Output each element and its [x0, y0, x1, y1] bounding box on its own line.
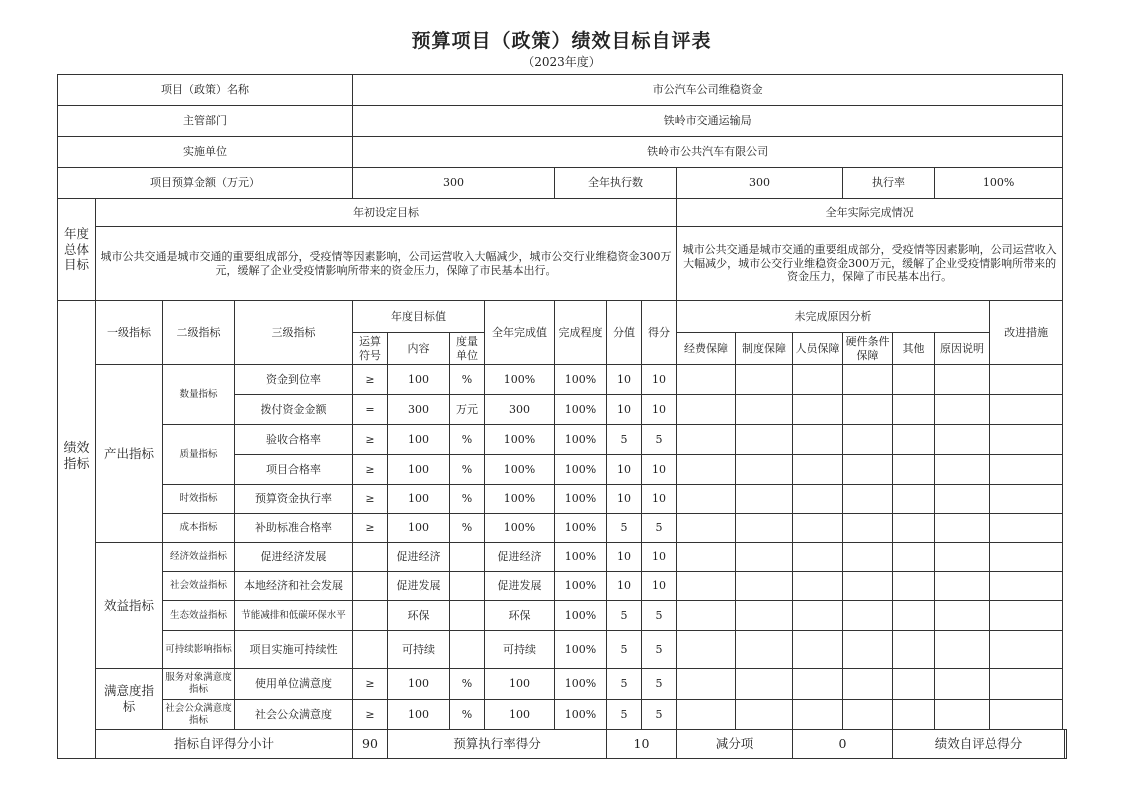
goals-text-row: [58, 227, 1067, 301]
indicator-name: 预算资金执行率: [235, 485, 353, 514]
empty-cell: [843, 395, 893, 425]
indicator-row: [58, 543, 1067, 572]
indicator-content: 100: [388, 514, 450, 543]
actual-completion-label: 全年实际完成情况: [677, 199, 1063, 227]
indicator-row: [58, 514, 1067, 543]
execution-rate-value: 100%: [935, 168, 1063, 199]
indicator-header-row-1: [58, 301, 1067, 333]
empty-cell: [935, 425, 990, 455]
header-reason-staff: 人员保障: [793, 333, 843, 365]
indicator-unit: [450, 601, 485, 631]
project-name-label: 项目（政策）名称: [58, 75, 353, 106]
empty-cell: [677, 365, 736, 395]
execution-rate-label: 执行率: [843, 168, 935, 199]
actual-completion-text: 城市公共交通是城市交通的重要组成部分，受疫情等因素影响，公司运营收入大幅减少，城市公交行业维稳资金300万元，缓解了企业受疫情影响所带来的资金压力，保障了市民基本出行。: [677, 227, 1063, 301]
empty-cell: [935, 514, 990, 543]
indicator-weight: 5: [607, 631, 642, 669]
indicator-unit: %: [450, 514, 485, 543]
indicator-actual: 促进经济: [485, 543, 555, 572]
subtotal-label: 指标自评得分小计: [96, 730, 353, 759]
header-reason-other: 其他: [893, 333, 935, 365]
empty-cell: [935, 543, 990, 572]
deduction-label: 减分项: [677, 730, 793, 759]
indicator-actual: 环保: [485, 601, 555, 631]
indicator-operator: [353, 631, 388, 669]
empty-cell: [736, 631, 793, 669]
empty-cell: [843, 631, 893, 669]
indicator-weight: 5: [607, 700, 642, 730]
header-level1: 一级指标: [96, 301, 163, 365]
indicator-completion: 100%: [555, 631, 607, 669]
indicator-actual: 促进发展: [485, 572, 555, 601]
header-level2: 二级指标: [163, 301, 235, 365]
empty-cell: [736, 425, 793, 455]
empty-cell: [893, 543, 935, 572]
page-subtitle: （2023年度）: [522, 55, 601, 69]
header-reason-fund: 经费保障: [677, 333, 736, 365]
department-row: [58, 106, 1067, 137]
empty-cell: [793, 514, 843, 543]
implementing-unit-label: 实施单位: [58, 137, 353, 168]
empty-cell: [677, 601, 736, 631]
indicator-actual: 100%: [485, 365, 555, 395]
page-title: 预算项目（政策）绩效目标自评表: [411, 30, 712, 52]
indicator-operator: ≥: [353, 425, 388, 455]
header-score: 得分: [642, 301, 677, 365]
level1-output: 产出指标: [96, 365, 163, 543]
header-content: 内容: [388, 333, 450, 365]
empty-cell: [736, 455, 793, 485]
indicator-completion: 100%: [555, 485, 607, 514]
indicator-actual: 100%: [485, 455, 555, 485]
indicator-row: [58, 485, 1067, 514]
evaluation-form-table: [57, 74, 1067, 759]
empty-cell: [935, 700, 990, 730]
empty-cell: [793, 455, 843, 485]
empty-cell: [893, 669, 935, 700]
indicator-score: 10: [642, 455, 677, 485]
indicator-actual: 100%: [485, 425, 555, 455]
indicator-row: [58, 700, 1067, 730]
empty-cell: [677, 395, 736, 425]
budget-row: [58, 168, 1067, 199]
empty-cell: [736, 395, 793, 425]
project-name-row: [58, 75, 1067, 106]
indicator-score: 5: [642, 425, 677, 455]
empty-cell: [793, 543, 843, 572]
empty-cell: [736, 365, 793, 395]
indicator-name: 项目实施可持续性: [235, 631, 353, 669]
empty-cell: [935, 395, 990, 425]
total-score-label: 绩效自评总得分: [893, 730, 1065, 759]
header-weight: 分值: [607, 301, 642, 365]
indicator-row: [58, 669, 1067, 700]
indicator-name: 验收合格率: [235, 425, 353, 455]
indicator-content: 100: [388, 485, 450, 514]
empty-cell: [893, 425, 935, 455]
indicator-content: 100: [388, 365, 450, 395]
indicator-actual: 100: [485, 700, 555, 730]
indicator-score: 10: [642, 543, 677, 572]
level2-sustain: 可持续影响指标: [163, 631, 235, 669]
empty-cell: [843, 455, 893, 485]
empty-cell: [893, 365, 935, 395]
indicator-operator: ≥: [353, 514, 388, 543]
level2-quantity: 数量指标: [163, 365, 235, 425]
empty-cell: [677, 543, 736, 572]
empty-cell: [677, 485, 736, 514]
subtotal-value: 90: [353, 730, 388, 759]
level2-quality: 质量指标: [163, 425, 235, 485]
indicator-completion: 100%: [555, 572, 607, 601]
implementing-unit-row: [58, 137, 1067, 168]
empty-cell: [736, 485, 793, 514]
performance-indicators-section-label: 绩效指标: [58, 301, 96, 759]
indicator-completion: 100%: [555, 700, 607, 730]
indicator-score: 10: [642, 395, 677, 425]
empty-cell: [990, 395, 1063, 425]
empty-cell: [935, 572, 990, 601]
indicator-operator: ≥: [353, 485, 388, 514]
empty-cell: [990, 485, 1063, 514]
level1-benefit: 效益指标: [96, 543, 163, 669]
empty-cell: [843, 572, 893, 601]
indicator-operator: ≥: [353, 700, 388, 730]
indicator-completion: 100%: [555, 395, 607, 425]
level2-eco: 生态效益指标: [163, 601, 235, 631]
indicator-operator: [353, 572, 388, 601]
empty-cell: [677, 455, 736, 485]
annual-execution-label: 全年执行数: [555, 168, 677, 199]
empty-cell: [990, 365, 1063, 395]
empty-cell: [793, 669, 843, 700]
empty-cell: [990, 543, 1063, 572]
level2-economic: 经济效益指标: [163, 543, 235, 572]
indicator-actual: 100: [485, 669, 555, 700]
initial-goal-label: 年初设定目标: [96, 199, 677, 227]
indicator-content: 可持续: [388, 631, 450, 669]
annual-goal-section-label: 年度总体目标: [58, 199, 96, 301]
empty-cell: [843, 700, 893, 730]
empty-cell: [893, 514, 935, 543]
empty-cell: [736, 543, 793, 572]
indicator-unit: %: [450, 700, 485, 730]
indicator-name: 使用单位满意度: [235, 669, 353, 700]
indicator-row: [58, 631, 1067, 669]
empty-cell: [793, 485, 843, 514]
empty-cell: [736, 700, 793, 730]
header-reason-explain: 原因说明: [935, 333, 990, 365]
empty-cell: [843, 669, 893, 700]
empty-cell: [990, 455, 1063, 485]
empty-cell: [843, 543, 893, 572]
indicator-name: 促进经济发展: [235, 543, 353, 572]
level1-satisfaction: 满意度指标: [96, 669, 163, 730]
score-summary-row: [58, 730, 1067, 759]
empty-cell: [893, 631, 935, 669]
header-reason-analysis: 未完成原因分析: [677, 301, 990, 333]
indicator-unit: 万元: [450, 395, 485, 425]
header-completion: 完成程度: [555, 301, 607, 365]
indicator-actual: 100%: [485, 514, 555, 543]
indicator-row: [58, 601, 1067, 631]
empty-cell: [990, 631, 1063, 669]
empty-cell: [990, 572, 1063, 601]
indicator-unit: [450, 631, 485, 669]
empty-cell: [935, 455, 990, 485]
empty-cell: [736, 572, 793, 601]
indicator-weight: 5: [607, 601, 642, 631]
indicator-weight: 10: [607, 572, 642, 601]
empty-cell: [793, 365, 843, 395]
empty-cell: [736, 601, 793, 631]
indicator-weight: 5: [607, 514, 642, 543]
empty-cell: [990, 514, 1063, 543]
empty-cell: [677, 572, 736, 601]
goals-header-row: [58, 199, 1067, 227]
indicator-score: 5: [642, 601, 677, 631]
empty-cell: [843, 425, 893, 455]
indicator-score: 5: [642, 631, 677, 669]
header-reason-system: 制度保障: [736, 333, 793, 365]
indicator-operator: [353, 601, 388, 631]
indicator-content: 300: [388, 395, 450, 425]
indicator-weight: 10: [607, 485, 642, 514]
header-operator: 运算符号: [353, 333, 388, 365]
empty-cell: [990, 601, 1063, 631]
indicator-unit: %: [450, 455, 485, 485]
budget-score-label: 预算执行率得分: [388, 730, 607, 759]
deduction-value: 0: [793, 730, 893, 759]
empty-cell: [843, 365, 893, 395]
empty-cell: [793, 572, 843, 601]
indicator-weight: 10: [607, 543, 642, 572]
level2-service: 服务对象满意度指标: [163, 669, 235, 700]
indicator-content: 促进发展: [388, 572, 450, 601]
indicator-name: 补助标准合格率: [235, 514, 353, 543]
indicator-name: 社会公众满意度: [235, 700, 353, 730]
indicator-score: 10: [642, 572, 677, 601]
level2-time: 时效指标: [163, 485, 235, 514]
indicator-operator: ≥: [353, 455, 388, 485]
indicator-operator: ≥: [353, 365, 388, 395]
level2-social: 社会效益指标: [163, 572, 235, 601]
indicator-row: [58, 425, 1067, 455]
indicator-score: 10: [642, 485, 677, 514]
empty-cell: [843, 485, 893, 514]
indicator-completion: 100%: [555, 365, 607, 395]
empty-cell: [677, 631, 736, 669]
implementing-unit-value: 铁岭市公共汽车有限公司: [353, 137, 1063, 168]
indicator-content: 100: [388, 425, 450, 455]
indicator-unit: %: [450, 485, 485, 514]
empty-cell: [935, 601, 990, 631]
empty-cell: [893, 395, 935, 425]
empty-cell: [736, 669, 793, 700]
header-reason-hardware: 硬件条件保障: [843, 333, 893, 365]
indicator-completion: 100%: [555, 543, 607, 572]
initial-goal-text: 城市公共交通是城市交通的重要组成部分，受疫情等因素影响，公司运营收入大幅减少，城市公交行业维稳资金300万元，缓解了企业受疫情影响所带来的资金压力，保障了市民基本出行。: [96, 227, 677, 301]
indicator-content: 100: [388, 455, 450, 485]
empty-cell: [793, 425, 843, 455]
header-level3: 三级指标: [235, 301, 353, 365]
indicator-name: 本地经济和社会发展: [235, 572, 353, 601]
empty-cell: [677, 669, 736, 700]
indicator-weight: 5: [607, 425, 642, 455]
indicator-actual: 100%: [485, 485, 555, 514]
empty-cell: [893, 601, 935, 631]
empty-cell: [935, 669, 990, 700]
empty-cell: [990, 425, 1063, 455]
indicator-unit: %: [450, 365, 485, 395]
header-annual-target: 年度目标值: [353, 301, 485, 333]
indicator-actual: 可持续: [485, 631, 555, 669]
header-annual-actual: 全年完成值: [485, 301, 555, 365]
indicator-weight: 10: [607, 395, 642, 425]
total-score-value: [1065, 730, 1067, 759]
indicator-operator: ≥: [353, 669, 388, 700]
indicator-row: [58, 572, 1067, 601]
budget-amount-label: 项目预算金额（万元）: [58, 168, 353, 199]
indicator-unit: [450, 543, 485, 572]
empty-cell: [843, 514, 893, 543]
indicator-content: 环保: [388, 601, 450, 631]
empty-cell: [935, 631, 990, 669]
indicator-row: [58, 365, 1067, 395]
budget-score-value: 10: [607, 730, 677, 759]
indicator-content: 100: [388, 700, 450, 730]
empty-cell: [935, 365, 990, 395]
indicator-completion: 100%: [555, 601, 607, 631]
empty-cell: [677, 700, 736, 730]
indicator-completion: 100%: [555, 425, 607, 455]
indicator-score: 5: [642, 700, 677, 730]
department-label: 主管部门: [58, 106, 353, 137]
indicator-actual: 300: [485, 395, 555, 425]
department-value: 铁岭市交通运输局: [353, 106, 1063, 137]
indicator-completion: 100%: [555, 514, 607, 543]
empty-cell: [736, 514, 793, 543]
empty-cell: [990, 700, 1063, 730]
empty-cell: [793, 700, 843, 730]
indicator-completion: 100%: [555, 669, 607, 700]
annual-execution-value: 300: [677, 168, 843, 199]
indicator-completion: 100%: [555, 455, 607, 485]
empty-cell: [793, 395, 843, 425]
indicator-content: 促进经济: [388, 543, 450, 572]
indicator-weight: 10: [607, 365, 642, 395]
indicator-operator: =: [353, 395, 388, 425]
empty-cell: [893, 485, 935, 514]
indicator-score: 10: [642, 365, 677, 395]
indicator-operator: [353, 543, 388, 572]
indicator-name: 拨付资金金额: [235, 395, 353, 425]
empty-cell: [843, 601, 893, 631]
header-unit: 度量单位: [450, 333, 485, 365]
level2-cost: 成本指标: [163, 514, 235, 543]
indicator-weight: 10: [607, 455, 642, 485]
indicator-name: 节能减排和低碳环保水平: [235, 601, 353, 631]
indicator-name: 项目合格率: [235, 455, 353, 485]
indicator-unit: %: [450, 425, 485, 455]
indicator-content: 100: [388, 669, 450, 700]
empty-cell: [893, 700, 935, 730]
empty-cell: [793, 631, 843, 669]
empty-cell: [990, 669, 1063, 700]
budget-amount-value: 300: [353, 168, 555, 199]
indicator-weight: 5: [607, 669, 642, 700]
empty-cell: [893, 455, 935, 485]
indicator-unit: %: [450, 669, 485, 700]
empty-cell: [893, 572, 935, 601]
header-improvement: 改进措施: [990, 301, 1063, 365]
empty-cell: [935, 485, 990, 514]
indicator-score: 5: [642, 514, 677, 543]
indicator-unit: [450, 572, 485, 601]
project-name-value: 市公汽车公司维稳资金: [353, 75, 1063, 106]
empty-cell: [793, 601, 843, 631]
empty-cell: [677, 425, 736, 455]
empty-cell: [677, 514, 736, 543]
level2-public: 社会公众满意度指标: [163, 700, 235, 730]
indicator-score: 5: [642, 669, 677, 700]
indicator-name: 资金到位率: [235, 365, 353, 395]
